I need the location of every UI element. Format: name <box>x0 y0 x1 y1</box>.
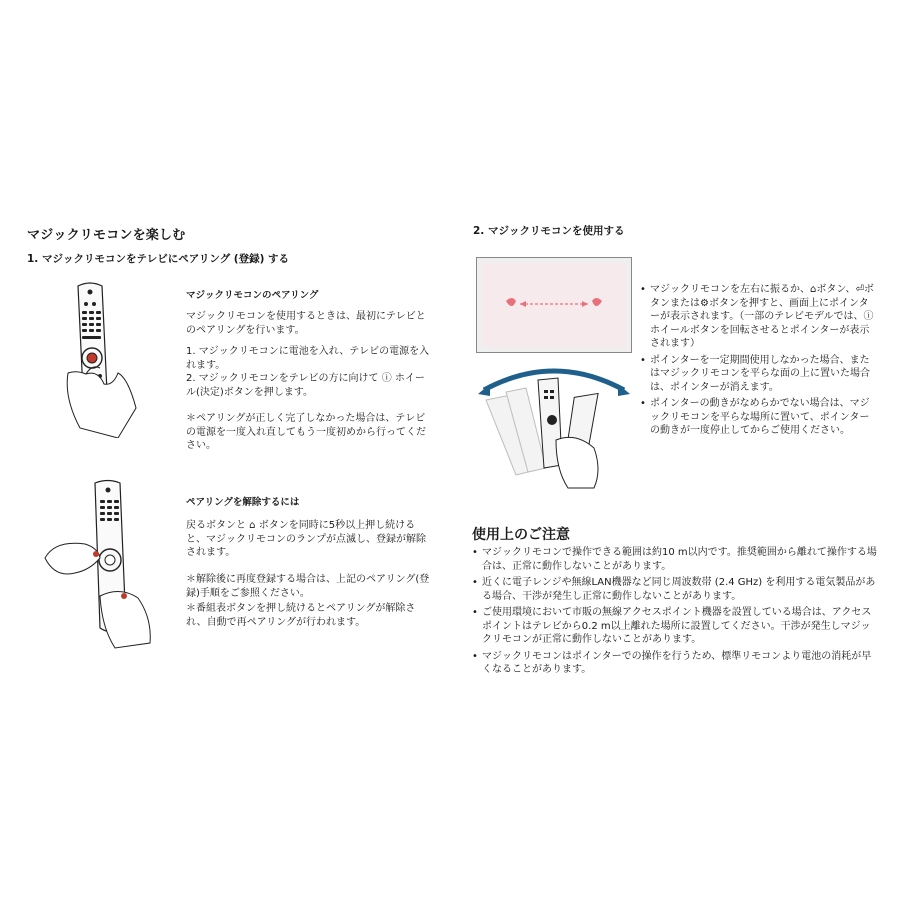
tv-pointer-illustration <box>476 257 632 353</box>
pairing-heading: マジックリモコンのペアリング <box>186 290 319 301</box>
caution-heading: 使用上のご注意 <box>472 527 570 543</box>
unpair-heading: ペアリングを解除するには <box>186 497 300 508</box>
section1-heading: 1. マジックリモコンをテレビにペアリング (登録) する <box>27 253 290 265</box>
pairing-note: ＊ペアリングが正しく完了しなかった場合は、テレビの電源を一度入れ直してもう一度初めから行ってください。 <box>186 413 426 451</box>
pairing-intro: マジックリモコンを使用するときは、最初にテレビとのペアリングを行います。 <box>186 311 426 336</box>
caution-bullet: • ご使用環境において市販の無線アクセスポイント機器を設置している場合は、アクセスポイントはテレビから0.2 m以上離れた場所に設置してください。干渉が発生しマジックリモコンが正常に動作しないことがあります。 <box>472 606 877 647</box>
remote-swing-illustration <box>476 360 632 490</box>
page-title: マジックリモコンを楽しむ <box>27 228 186 243</box>
usage-bullet: • ポインターを一定期間使用しなかった場合、またはマジックリモコンを平らな面の上に置いた場合は、ポインターが消えます。 <box>640 354 875 395</box>
caution-bullet-list <box>472 546 877 680</box>
unpair-note-2: ＊番組表ボタンを押し続けるとペアリングが解除され、自動で再ペアリングが行われます。 <box>186 603 416 628</box>
caution-bullet: • 近くに電子レンジや無線LAN機器など同じ周波数帯 (2.4 GHz) を利用する電気製品がある場合、干渉が発生し正常に動作しないことがあります。 <box>472 576 877 603</box>
pairing-step1: 1. マジックリモコンに電池を入れ、テレビの電源を入れます。 <box>186 346 430 371</box>
pairing-step2: 2. マジックリモコンをテレビの方に向けて ⓘ ホイール(決定)ボタンを押します。 <box>186 373 425 398</box>
unpair-body: 戻るボタンと ⌂ ボタンを同時に5秒以上押し続けると、マジックリモコンのランプが点滅し、登録が解除されます。 <box>186 520 426 558</box>
remote-unpair-illustration <box>40 478 165 653</box>
usage-bullet: • マジックリモコンを左右に振るか、⌂ボタン、⏎ボタンまたは⚙ボタンを押すと、画面上にポインターが表示されます。（一部のテレビモデルでは、ⓘ ホイールボタンを回転させるとポインターが表示されます） <box>640 283 875 351</box>
remote-pairing-illustration <box>58 278 148 438</box>
usage-bullet: • ポインターの動きがなめらかでない場合は、マジックリモコンを平らな場所に置いて、ポインターの動きが一度停止してからご使用ください。 <box>640 397 875 438</box>
caution-bullet: • マジックリモコンはポインターでの操作を行うため、標準リモコンより電池の消耗が早くなることがあります。 <box>472 650 877 677</box>
caution-bullet: • マジックリモコンで操作できる範囲は約10 m以内です。推奨範囲から離れて操作する場合は、正常に動作しないことがあります。 <box>472 546 877 573</box>
section2-heading: 2. マジックリモコンを使用する <box>473 225 625 237</box>
unpair-note-1: ＊解除後に再度登録する場合は、上記のペアリング(登録)手順をご参照ください。 <box>186 574 430 599</box>
usage-bullet-list <box>640 283 875 441</box>
